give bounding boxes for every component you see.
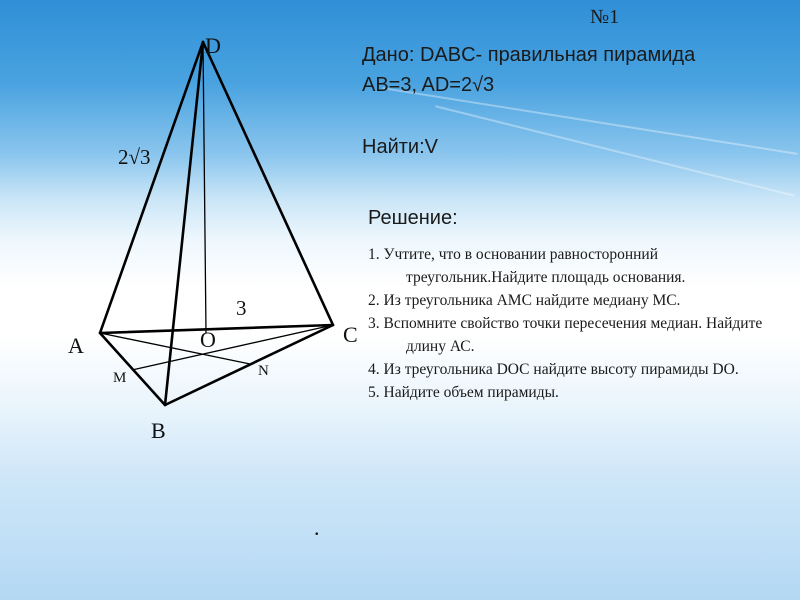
solution-step-2: 2. Из треугольника АМС найдите медиану МС. xyxy=(368,292,681,309)
edge-dc xyxy=(203,42,333,325)
problem-number: №1 xyxy=(590,6,620,28)
edge-ac xyxy=(100,325,333,333)
height-do xyxy=(203,42,206,333)
solution-step-1: 1. Учтите, что в основании равносторонний треугольник.Найдите площадь основания. xyxy=(368,246,686,286)
edge-label-ad: 2√3 xyxy=(118,145,151,169)
vertex-label-b: B xyxy=(151,418,166,443)
decorative-dot: . xyxy=(314,515,320,540)
vertex-label-d: D xyxy=(205,33,221,58)
point-label-m: M xyxy=(113,370,127,386)
edge-bc xyxy=(165,325,333,405)
given-line-2: AB=3, AD=2√3 xyxy=(362,74,495,96)
vertex-label-c: C xyxy=(343,322,358,347)
point-label-o: O xyxy=(200,327,216,352)
point-label-n: N xyxy=(258,363,269,379)
vertex-label-a: A xyxy=(68,333,84,358)
given-line-1: Дано: DABC- правильная пирамида xyxy=(362,44,696,66)
solution-step-4: 4. Из треугольника DОС найдите высоту пирамиды DО. xyxy=(368,361,739,378)
find-line: Найти:V xyxy=(362,136,438,158)
solution-step-3: 3. Вспомните свойство точки пересечения медиан. Найдите длину АС. xyxy=(368,315,763,355)
solution-steps xyxy=(368,243,788,404)
solution-title: Решение: xyxy=(368,207,458,229)
edge-label-ac: 3 xyxy=(236,296,247,320)
solution-step-5: 5. Найдите объем пирамиды. xyxy=(368,384,559,401)
